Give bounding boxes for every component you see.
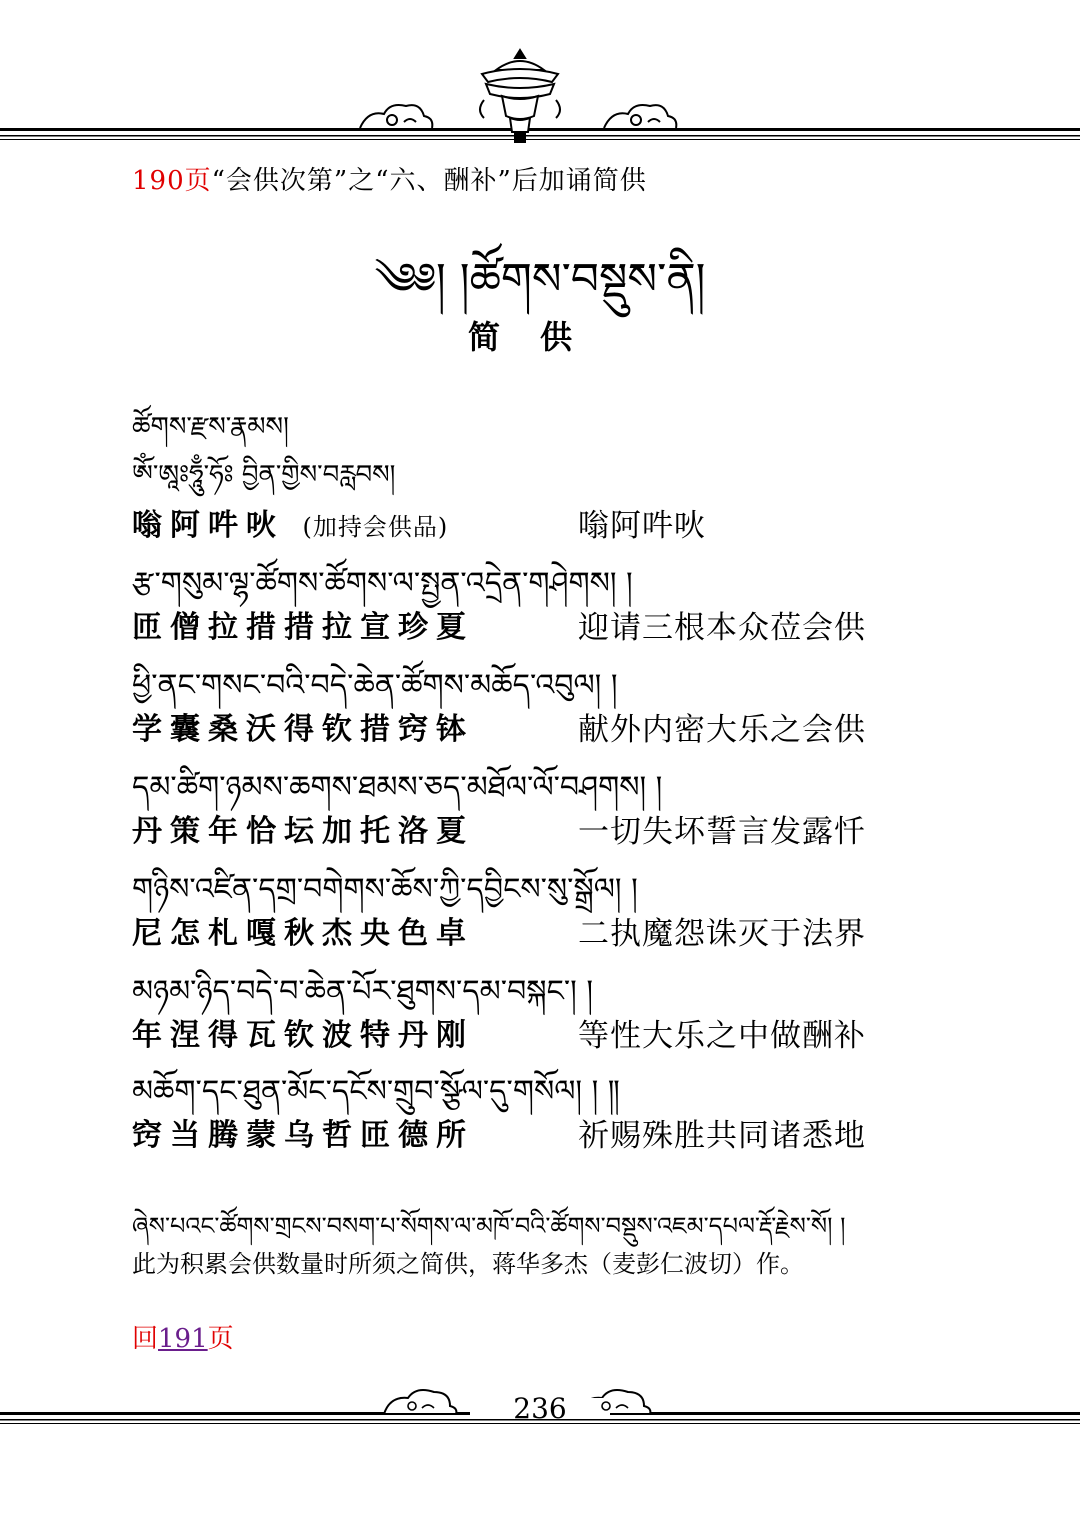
chinese-line-2: 迎请三根本众莅会供 <box>578 610 866 646</box>
reference-text: “会供次第”之“六、酬补”后加诵简供 <box>211 166 647 196</box>
transliteration-line-7: 窍当腾蒙乌哲匝德所 <box>132 1118 474 1153</box>
tibetan-line-3: རྩ་གསུམ་ལྷ་ཚོགས་ཚོགས་ལ་སྤྱན་འདྲེན་གཤེགས། ། <box>132 566 633 601</box>
tibetan-line-5: དམ་ཚིག་ཉམས་ཆགས་ཐམས་ཅད་མཐོལ་ལོ་བཤགས། ། <box>132 770 663 805</box>
page-number: 236 <box>513 1392 567 1425</box>
chinese-title: 简供 <box>467 318 612 356</box>
tibetan-title: ༄༅། །ཚོགས་བསྡུས་ནི། <box>374 254 706 305</box>
back-link-page[interactable]: 191 <box>158 1324 208 1354</box>
transliteration-text: 嗡阿吽吙 <box>132 508 284 543</box>
tibetan-line-6: གཉིས་འཛིན་དགྲ་བགེགས་ཆོས་ཀྱི་དབྱིངས་སུ་སྒྲོལ། ། <box>132 872 638 907</box>
tibetan-line-4: ཕྱི་ནང་གསང་བའི་བདེ་ཆེན་ཚོགས་མཆོད་འབུལ། ། <box>132 668 618 703</box>
transliteration-line-3: 学囊桑沃得钦措窍钵 <box>132 712 474 747</box>
tibetan-line-2: ཨོཾ་ཨཱཿཧཱུྃ་ཧོཿ བྱིན་གྱིས་བརླབས། <box>132 460 396 490</box>
chinese-line-1: 嗡阿吽吙 <box>578 508 706 544</box>
page-reference <box>132 160 647 197</box>
reference-page-number: 190页 <box>132 166 212 196</box>
parasol-emblem-icon <box>0 40 1080 150</box>
transliteration-line-4: 丹策年恰坛加托洛夏 <box>132 814 474 849</box>
back-link-prefix: 回 <box>132 1324 159 1354</box>
tibetan-line-1: ཚོགས་རྫས་རྣམས། <box>132 412 289 442</box>
header-ornament <box>0 40 1080 150</box>
tibetan-line-7: མཉམ་ཉིད་བདེ་བ་ཆེན་པོར་ཐུགས་དམ་བསྐང་། ། <box>132 974 593 1009</box>
chinese-line-5: 二执魔怨诛灭于法界 <box>578 916 866 952</box>
colophon-chinese: 此为积累会供数量时所须之简供，蒋华多杰（麦彭仁波切）作。 <box>132 1250 804 1278</box>
colophon-tibetan: ཞེས་པའང་ཚོགས་གྲངས་བསག་པ་སོགས་ལ་མཁོ་བའི་ཚོགས་བསྡུས་འཇམ་དཔལ་རྡོ་རྗེས་སོ། ། <box>132 1212 846 1240</box>
transliteration-line-1 <box>132 500 448 544</box>
tibetan-line-8: མཆོག་དང་ཐུན་མོང་དངོས་གྲུབ་སྩོལ་དུ་གསོལ། ། ༎ <box>132 1074 620 1109</box>
chinese-line-6: 等性大乐之中做酬补 <box>578 1018 866 1054</box>
chinese-line-7: 祈赐殊胜共同诸悉地 <box>578 1118 866 1154</box>
annotation-note: (加持会供品) <box>302 513 449 541</box>
chinese-line-4: 一切失坏誓言发露忏 <box>578 814 866 850</box>
transliteration-line-2: 匝僧拉措措拉宣珍夏 <box>132 610 474 645</box>
back-link[interactable] <box>132 1318 234 1355</box>
transliteration-line-6: 年涅得瓦钦波特丹刚 <box>132 1018 474 1053</box>
chinese-line-3: 献外内密大乐之会供 <box>578 712 866 748</box>
back-link-suffix: 页 <box>207 1324 234 1354</box>
transliteration-line-5: 尼怎札嘎秋杰央色卓 <box>132 916 474 951</box>
